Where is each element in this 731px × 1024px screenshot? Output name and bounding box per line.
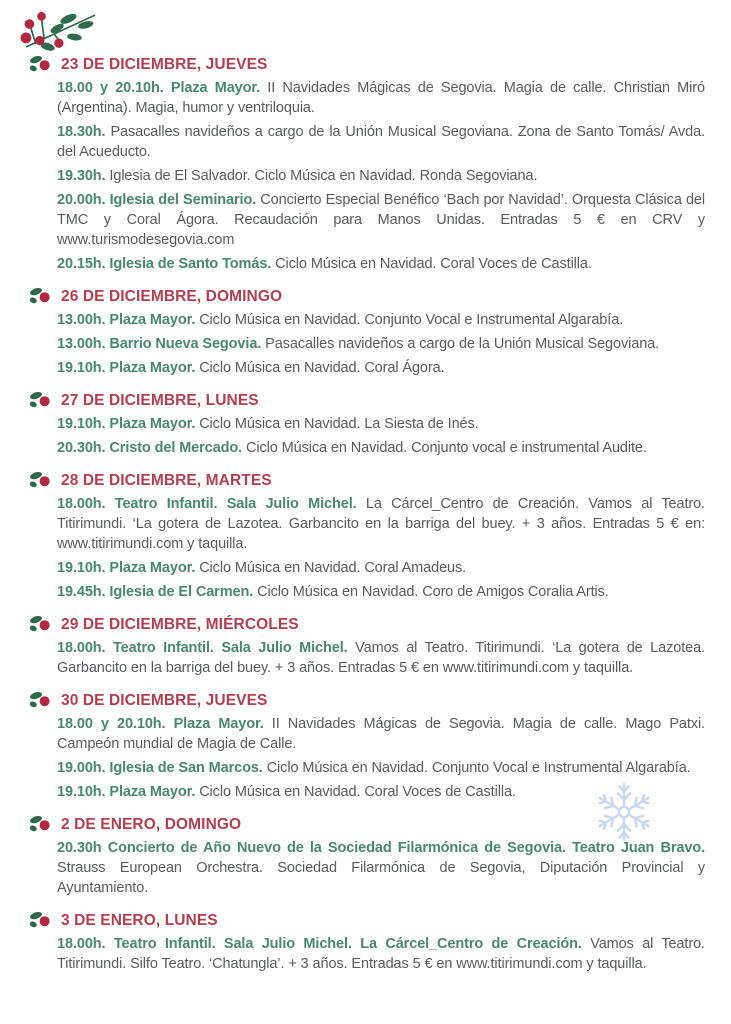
section-header <box>28 471 705 491</box>
section-events <box>28 78 705 274</box>
holly-berry-bullet-icon <box>28 471 52 491</box>
date-section <box>28 911 705 974</box>
section-title: 3 DE ENERO, LUNES <box>61 912 218 929</box>
event-description: Ciclo Música en Navidad. Coral Voces de Castilla. <box>275 256 592 272</box>
event-item <box>28 358 705 378</box>
date-section <box>28 391 705 458</box>
date-section <box>28 55 705 274</box>
section-events <box>28 838 705 898</box>
events-program <box>28 55 705 978</box>
section-header <box>28 55 705 75</box>
event-time-venue: 20.30h. Cristo del Mercado. <box>57 440 243 456</box>
event-time-venue: 18.00 y 20.10h. Plaza Mayor. <box>57 716 264 732</box>
event-description: Ciclo Música en Navidad. Coral Ágora. <box>199 360 445 376</box>
event-description: II Navidades Mágicas de Segovia. Magia de calle. Christian Miró (Argentina). Magia, humor y ventriloquia. <box>57 80 705 116</box>
holly-berry-bullet-icon <box>28 911 52 931</box>
event-description: Strauss European Orchestra. Sociedad Filarmónica de Segovia, Diputación Provincial y Ayuntamiento. <box>57 860 705 896</box>
event-description: Concierto Especial Benéfico ‘Bach por Navidad’. Orquesta Clásica del TMC y Coral Ágora. Recaudación para Manos Unidas. Entradas 5 € en CRV y www.turismodesegovia.com <box>57 192 705 248</box>
event-time-venue: 20.30h Concierto de Año Nuevo de la Sociedad Filarmónica de Segovia. Teatro Juan Bravo. <box>57 840 705 856</box>
event-item <box>28 838 705 898</box>
event-item <box>28 494 705 554</box>
event-item <box>28 782 705 802</box>
event-description: Ciclo Música en Navidad. Coro de Amigos Coralia Artis. <box>257 584 609 600</box>
event-time-venue: 18.00h. Teatro Infantil. Sala Julio Michel. <box>57 496 357 512</box>
event-description: Ciclo Música en Navidad. Conjunto vocal e instrumental Audite. <box>246 440 647 456</box>
event-time-venue: 13.00h. Barrio Nueva Segovia. <box>57 336 262 352</box>
event-item <box>28 414 705 434</box>
event-description: Iglesia de El Salvador. Ciclo Música en Navidad. Ronda Segoviana. <box>109 168 538 184</box>
holly-berry-bullet-icon <box>28 391 52 411</box>
section-title: 23 DE DICIEMBRE, JUEVES <box>61 56 268 73</box>
event-item <box>28 638 705 678</box>
section-header <box>28 391 705 411</box>
holly-berry-bullet-icon <box>28 287 52 307</box>
event-item <box>28 166 705 186</box>
section-title: 27 DE DICIEMBRE, LUNES <box>61 392 259 409</box>
section-header <box>28 287 705 307</box>
holly-berry-bullet-icon <box>28 815 52 835</box>
event-item <box>28 582 705 602</box>
event-description: Vamos al Teatro. Titirimundi. Silfo Teatro. ‘Chatungla’. + 3 años. Entradas 5 € en www.titirimundi.com y taquilla. <box>57 936 705 972</box>
event-time-venue: 19.10h. Plaza Mayor. <box>57 416 196 432</box>
event-description: Ciclo Música en Navidad. Coral Voces de Castilla. <box>199 784 516 800</box>
event-time-venue: 19.10h. Plaza Mayor. <box>57 560 196 576</box>
event-item <box>28 78 705 118</box>
holly-berry-bullet-icon <box>28 55 52 75</box>
event-time-venue: 19.45h. Iglesia de El Carmen. <box>57 584 254 600</box>
event-item <box>28 334 705 354</box>
section-events <box>28 414 705 458</box>
event-item <box>28 758 705 778</box>
section-events <box>28 310 705 378</box>
event-time-venue: 19.10h. Plaza Mayor. <box>57 784 196 800</box>
event-item <box>28 310 705 330</box>
section-header <box>28 615 705 635</box>
event-item <box>28 122 705 162</box>
section-events <box>28 494 705 602</box>
date-section <box>28 615 705 678</box>
date-section <box>28 471 705 602</box>
event-time-venue: 18.30h. <box>57 124 106 140</box>
event-item <box>28 438 705 458</box>
section-title: 26 DE DICIEMBRE, DOMINGO <box>61 288 283 305</box>
event-description: Ciclo Música en Navidad. Conjunto Vocal e Instrumental Algarabía. <box>266 760 691 776</box>
holly-berry-bullet-icon <box>28 615 52 635</box>
event-description: La Cárcel_Centro de Creación. Vamos al Teatro. Titirimundi. ‘La gotera de Lazotea. Garbancito en la barriga del buey. + 3 años. Entradas 5 € en: www.titirimundi.com y taquilla. <box>57 496 705 552</box>
event-time-venue: 20.15h. Iglesia de Santo Tomás. <box>57 256 272 272</box>
event-description: II Navidades Mágicas de Segovia. Magia de calle. Mago Patxi. Campeón mundial de Magia de Calle. <box>57 716 705 752</box>
section-title: 29 DE DICIEMBRE, MIÉRCOLES <box>61 616 299 633</box>
event-time-venue: 19.00h. Iglesia de San Marcos. <box>57 760 263 776</box>
event-item <box>28 190 705 250</box>
event-time-venue: 19.10h. Plaza Mayor. <box>57 360 196 376</box>
event-time-venue: 18.00 y 20.10h. Plaza Mayor. <box>57 80 261 96</box>
event-time-venue: 18.00h. Teatro Infantil. Sala Julio Michel. <box>57 640 348 656</box>
event-item <box>28 714 705 754</box>
section-title: 28 DE DICIEMBRE, MARTES <box>61 472 272 489</box>
section-title: 30 DE DICIEMBRE, JUEVES <box>61 692 268 709</box>
event-description: Pasacalles navideños a cargo de la Unión Musical Segoviana. <box>265 336 660 352</box>
event-description: Pasacalles navideños a cargo de la Unión Musical Segoviana. Zona de Santo Tomás/ Avda. del Acueducto. <box>57 124 705 160</box>
section-events <box>28 934 705 974</box>
event-description: Ciclo Música en Navidad. Conjunto Vocal e Instrumental Algarabía. <box>199 312 624 328</box>
event-time-venue: 13.00h. Plaza Mayor. <box>57 312 196 328</box>
event-time-venue: 19.30h. <box>57 168 106 184</box>
event-item <box>28 558 705 578</box>
event-time-venue: 18.00h. Teatro Infantil. Sala Julio Michel. La Cárcel_Centro de Creación. <box>57 936 582 952</box>
section-header <box>28 911 705 931</box>
section-events <box>28 638 705 678</box>
date-section <box>28 815 705 898</box>
section-header <box>28 691 705 711</box>
section-header <box>28 815 705 835</box>
holly-berry-bullet-icon <box>28 691 52 711</box>
date-section <box>28 287 705 378</box>
event-description: Ciclo Música en Navidad. La Siesta de Inés. <box>199 416 479 432</box>
holly-branch-icon <box>13 5 103 57</box>
date-section <box>28 691 705 802</box>
event-description: Vamos al Teatro. Titirimundi. ‘La gotera de Lazotea. Garbancito en la barriga del buey. + 3 años. Entradas 5 € en www.titirimundi.com y taquilla. <box>57 640 705 676</box>
event-item <box>28 934 705 974</box>
event-time-venue: 20.00h. Iglesia del Seminario. <box>57 192 257 208</box>
section-title: 2 DE ENERO, DOMINGO <box>61 816 242 833</box>
event-item <box>28 254 705 274</box>
event-description: Ciclo Música en Navidad. Coral Amadeus. <box>199 560 467 576</box>
section-events <box>28 714 705 802</box>
